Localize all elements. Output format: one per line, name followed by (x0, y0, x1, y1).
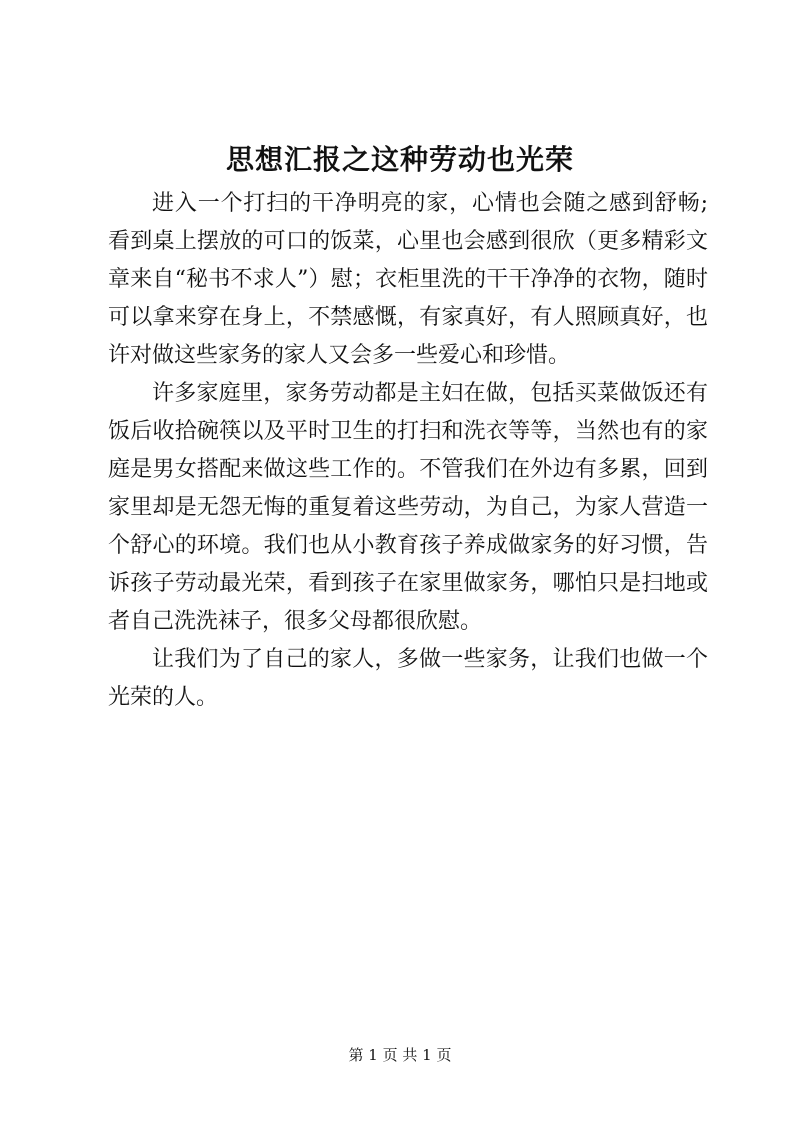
page-number-footer: 第 1 页 共 1 页 (348, 1046, 452, 1064)
paragraph-1: 进入一个打扫的干净明亮的家，心情也会随之感到舒畅;看到桌上摆放的可口的饭菜，心里也会感到很欣（更多精彩文章来自“秘书不求人”）慰；衣柜里洗的干干净净的衣物，随时可以拿来穿在身上，不禁感慨，有家真好，有人照顾真好，也许对做这些家务的家人又会多一些爱心和珍惜。 (108, 191, 708, 368)
paragraph-3: 让我们为了自己的家人，多做一些家务，让我们也做一个光荣的人。 (108, 647, 708, 710)
document-body (108, 185, 708, 717)
document-title: 思想汇报之这种劳动也光荣 (225, 143, 574, 176)
paragraph-2: 许多家庭里，家务劳动都是主妇在做，包括买菜做饭还有饭后收拾碗筷以及平时卫生的打扫和洗衣等等，当然也有的家庭是男女搭配来做这些工作的。不管我们在外边有多累，回到家里却是无怨无悔的重复着这些劳动，为自己，为家人营造一个舒心的环境。我们也从小教育孩子养成做家务的好习惯，告诉孩子劳动最光荣，看到孩子在家里做家务，哪怕只是扫地或者自己洗洗袜子，很多父母都很欣慰。 (108, 381, 708, 634)
